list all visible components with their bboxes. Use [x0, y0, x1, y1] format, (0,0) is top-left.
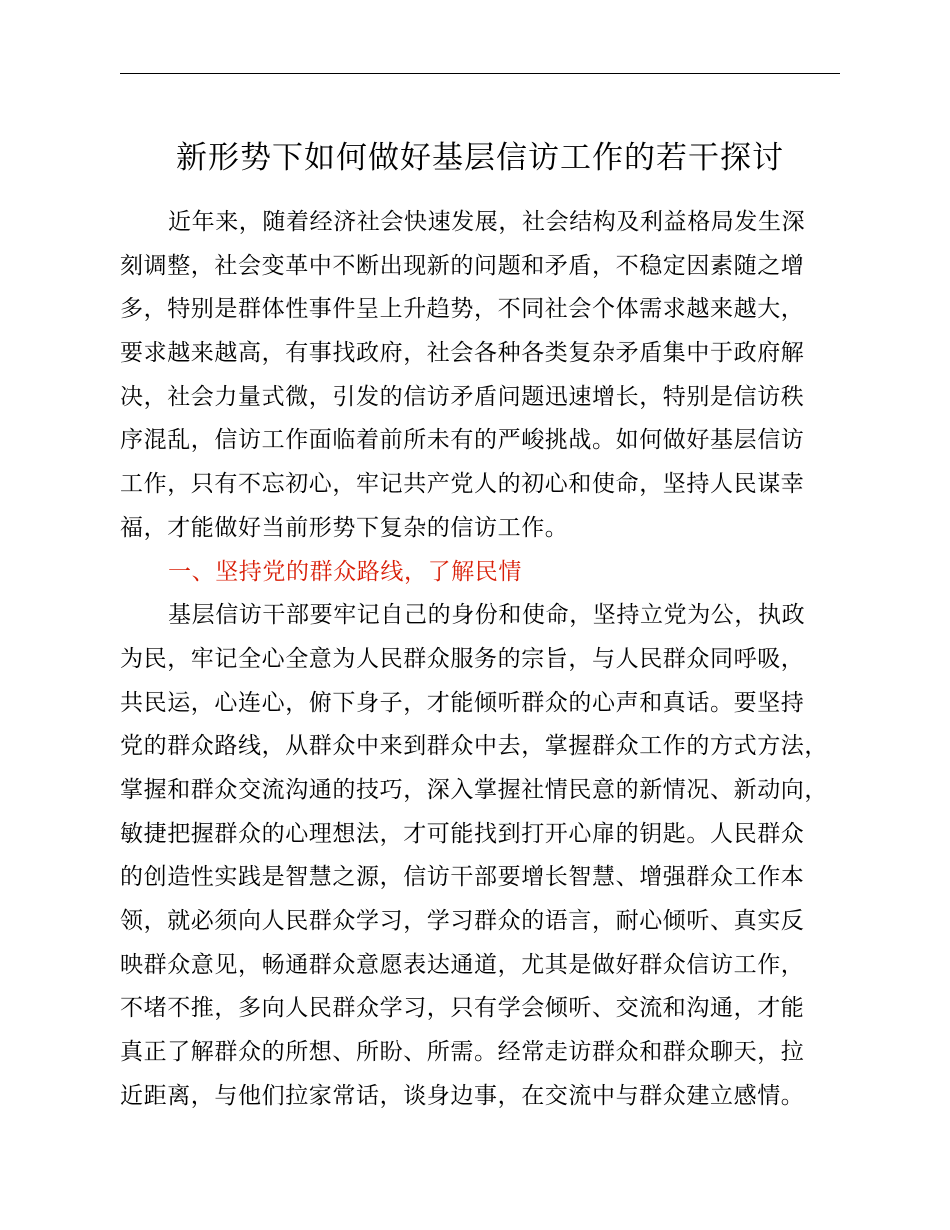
paragraph-line: 决，社会力量式微，引发的信访矛盾问题迅速增长，特别是信访秩 — [120, 383, 805, 410]
top-rule — [120, 73, 840, 74]
paragraph-line: 刻调整，社会变革中不断出现新的问题和矛盾，不稳定因素随之增 — [120, 252, 805, 279]
section-heading: 一、坚持党的群众路线，了解民情 — [168, 558, 522, 585]
document-title: 新形势下如何做好基层信访工作的若干探讨 — [176, 140, 784, 176]
paragraph-line: 不堵不推，多向人民群众学习，只有学会倾听、交流和沟通，才能 — [120, 995, 805, 1022]
paragraph-line: 工作，只有不忘初心，牢记共产党人的初心和使命，坚持人民谋幸 — [120, 471, 805, 498]
paragraph-line: 近年来，随着经济社会快速发展，社会结构及利益格局发生深 — [168, 209, 806, 235]
paragraph-line: 为民，牢记全心全意为人民群众服务的宗旨，与人民群众同呼吸， — [120, 645, 805, 672]
paragraph-line: 福，才能做好当前形势下复杂的信访工作。 — [120, 514, 569, 541]
paragraph-line: 基层信访干部要牢记自己的身份和使命，坚持立党为公，执政 — [168, 602, 806, 629]
paragraph-line: 党的群众路线，从群众中来到群众中去，掌握群众工作的方式方法， — [120, 733, 828, 760]
paragraph-line: 序混乱，信访工作面临着前所未有的严峻挑战。如何做好基层信访 — [120, 427, 805, 454]
paragraph-line: 近距离，与他们拉家常话，谈身边事，在交流中与群众建立感情。 — [120, 1082, 805, 1109]
paragraph-line: 映群众意见，畅通群众意愿表达通道，尤其是做好群众信访工作， — [120, 951, 805, 978]
paragraph-line: 领，就必须向人民群众学习，学习群众的语言，耐心倾听、真实反 — [120, 908, 805, 934]
paragraph-line: 要求越来越高，有事找政府，社会各种各类复杂矛盾集中于政府解 — [120, 340, 805, 367]
paragraph-line: 掌握和群众交流沟通的技巧，深入掌握社情民意的新情况、新动向， — [120, 776, 828, 803]
paragraph-line: 多，特别是群体性事件呈上升趋势，不同社会个体需求越来越大， — [120, 296, 805, 323]
paragraph-line: 敏捷把握群众的心理想法，才可能找到打开心扉的钥匙。人民群众 — [120, 820, 805, 847]
paragraph-line: 的创造性实践是智慧之源，信访干部要增长智慧、增强群众工作本 — [120, 864, 805, 891]
paragraph-line: 真正了解群众的所想、所盼、所需。经常走访群众和群众聊天，拉 — [120, 1039, 805, 1066]
document-body — [120, 201, 840, 1118]
paragraph-line: 共民运，心连心，俯下身子，才能倾听群众的心声和真话。要坚持 — [120, 689, 805, 716]
